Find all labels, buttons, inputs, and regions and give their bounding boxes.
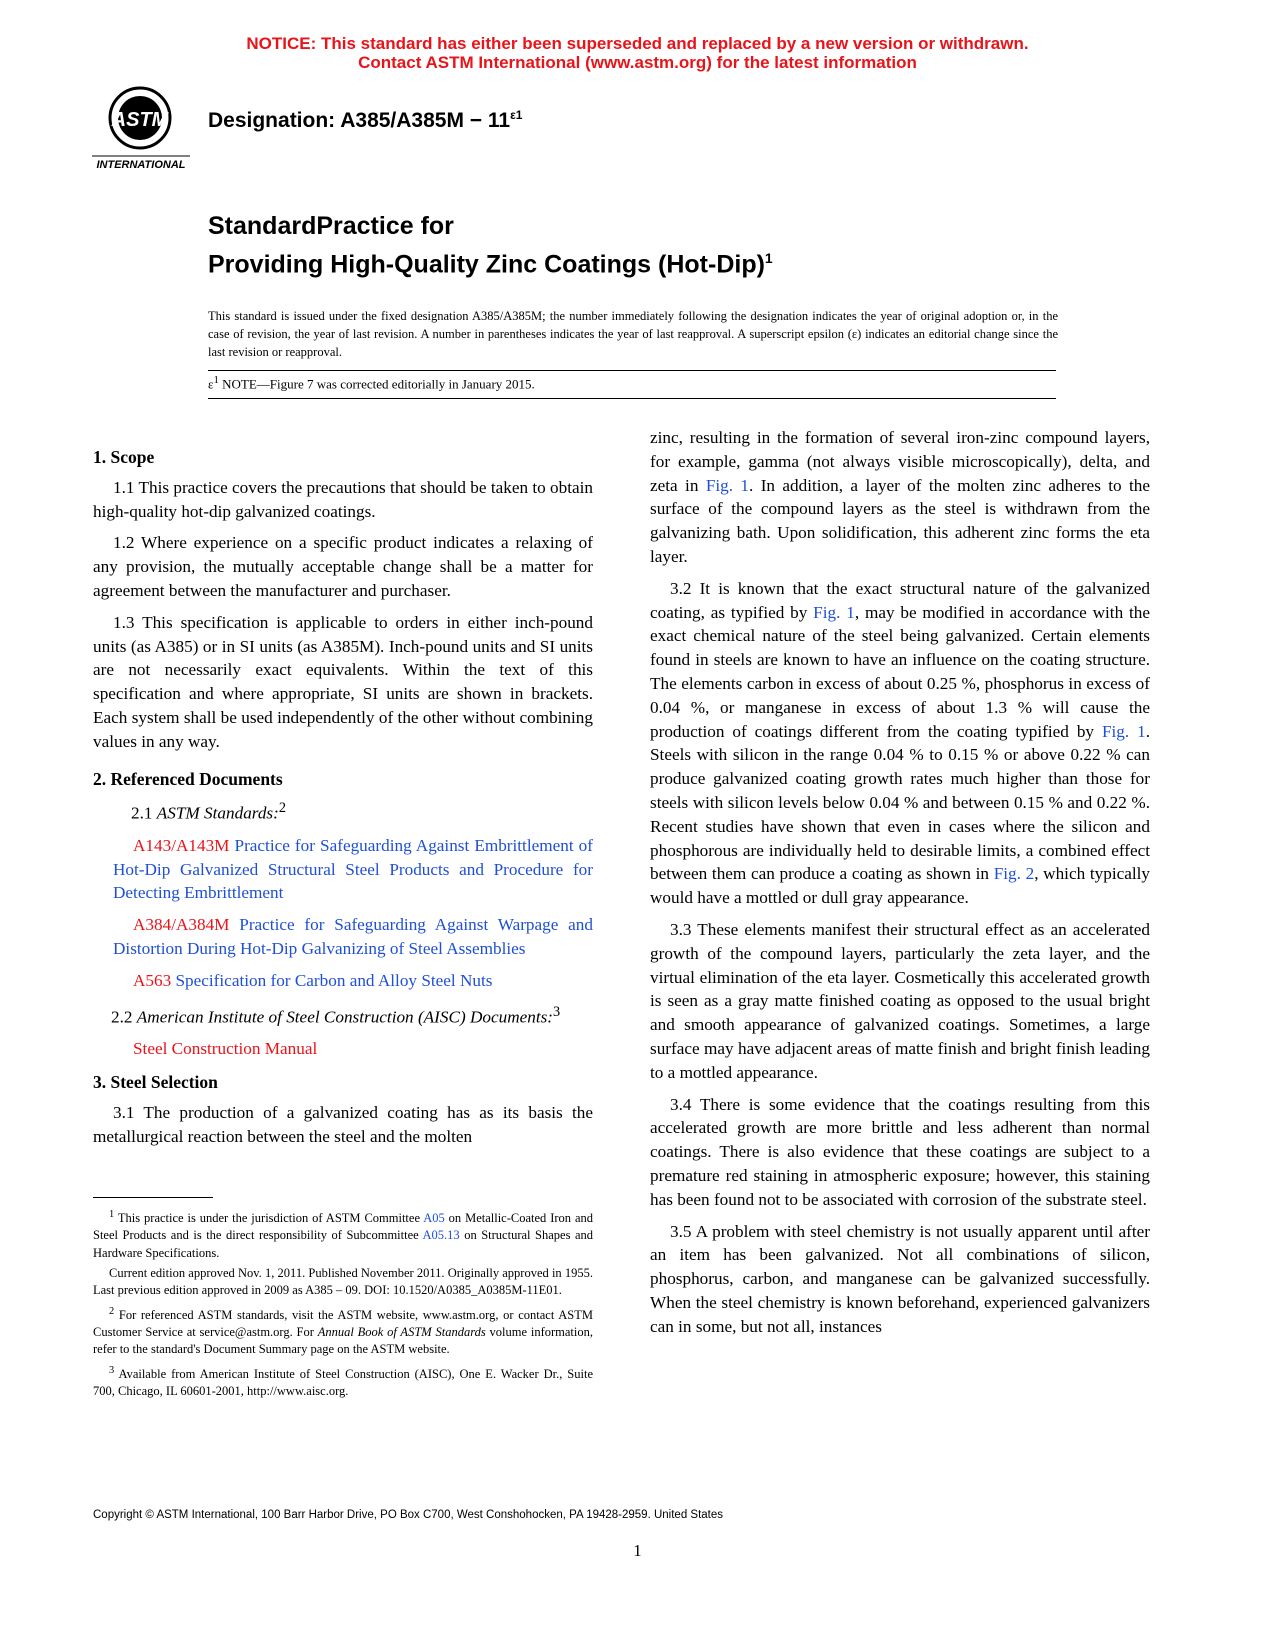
logo-international-text: INTERNATIONAL — [96, 159, 186, 171]
subcommittee-a05-13-link[interactable]: A05.13 — [422, 1228, 460, 1243]
notice-line-2: Contact ASTM International (www.astm.org) for the latest information — [358, 53, 917, 72]
paragraph-1-1: 1.1 This practice covers the precautions that should be taken to obtain high-quality hot-dip galvanized coatings. — [93, 477, 593, 521]
copyright-line: Copyright © ASTM International, 100 Barr Harbor Drive, PO Box C700, West Conshohocken, PA 19428-2959. United States — [93, 1509, 724, 1521]
footnotes — [93, 1206, 593, 1403]
fig-2-link[interactable]: Fig. 2 — [993, 864, 1035, 884]
logo-letters: ASTM — [111, 109, 169, 131]
footnote-1: $^1$ This practice is under the jurisdiction of ASTM Committee A05 on Metallic-Coated Iron and Steel Products and is the direct responsibility of Subcommittee A05.13 on Structural Shapes and Hardware Specifications. — [93, 1209, 593, 1260]
title-footnote-ref: 1 — [764, 250, 773, 266]
designation-label: Designation: A385/A385M − 11 — [208, 109, 511, 132]
paragraph-1-2: 1.2 Where experience on a specific product indicates a relaxing of any provision, the mutually acceptable change shall be a matter for agreement between the manufacturer and purchaser. — [93, 533, 593, 600]
fig-1-link[interactable]: Fig. 1 — [1101, 721, 1146, 741]
footnote-divider — [93, 1197, 213, 1198]
title-line-1: StandardPractice for — [208, 212, 454, 240]
divider — [208, 398, 1056, 399]
paragraph-3-1-continued: zinc, resulting in the formation of several iron-zinc compound layers, for example, gamma (not always visible microscopically), delta, and zeta in Fig. 1. In addition, a layer of the molten zinc adheres to the surface of the compound layers as the steel is withdrawn from the galvanizing bath. Upon solidification, this adherent zinc forms the eta layer. — [650, 428, 1151, 566]
astm-logo — [92, 84, 192, 174]
left-column — [93, 446, 593, 1156]
fig-1-link[interactable]: Fig. 1 — [813, 602, 855, 622]
paragraph-1-3: 1.3 This specification is applicable to orders in either inch-pound units (as A385) or in SI units (as A385M). Inch-pound units and SI units are not necessarily exact equivalents. Within the text of this specification and where appropriate, SI units are shown in brackets. Each system shall be used independently of the other without combining values in any way. — [93, 612, 593, 751]
paragraph-3-4: 3.4 There is some evidence that the coatings resulting from this accelerated growth are more brittle and less adherent than normal coatings. There is also evidence that these coatings are subject to a premature red staining in atmospheric exposure; however, this staining has been found not to be associated with corrosion of the substrate steel. — [650, 1094, 1150, 1209]
section-heading-scope: 1. Scope — [93, 447, 155, 467]
fig-1-link[interactable]: Fig. 1 — [705, 475, 750, 495]
footnote-2: $^2$ For referenced ASTM standards, visit the ASTM website, www.astm.org, or contact ASTM Customer Service at service@astm.org. For Annual Book of ASTM Standards volume information, refer to the standard's Document Summary page on the ASTM website. — [93, 1305, 593, 1357]
paragraph-3-1: 3.1 The production of a galvanized coating has as its basis the metallurgical reaction between the steel and the molten — [93, 1102, 593, 1146]
ref-a143[interactable]: A143/A143M Practice for Safeguarding Against Embrittlement of Hot-Dip Galvanized Structural Steel Products and Procedure for Detecting Embrittlement — [113, 835, 593, 903]
right-column — [650, 428, 1151, 1346]
ref-a384[interactable]: A384/A384M Practice for Safeguarding Against Warpage and Distortion During Hot-Dip Galvanizing of Steel Assemblies — [113, 915, 593, 959]
ref-aisc-manual[interactable]: Steel Construction Manual — [133, 1039, 318, 1059]
document-title — [208, 210, 773, 280]
footnote-1-edition: Current edition approved Nov. 1, 2011. Published November 2011. Originally approved in 1955. Last previous edition approved in 2009 as A385 – 09. DOI: 10.1520/A0385_A0385M-11E01. — [93, 1266, 593, 1298]
issuance-statement: This standard is issued under the fixed designation A385/A385M; the number immediately following the designation indicates the year of original adoption or, in the case of revision, the year of last revision. A number in parentheses indicates the year of last reapproval. A superscript epsilon (ε) indicates an editorial change since the last revision or reapproval. — [208, 309, 1058, 359]
page-number: 1 — [633, 1541, 642, 1560]
section-heading-steel-selection: 3. Steel Selection — [93, 1072, 218, 1092]
paragraph-3-5: 3.5 A problem with steel chemistry is not usually apparent until after an item has been galvanized. Not all combinations of silicon, phosphorus, carbon, and manganese can be galvanized successfully. When the steel chemistry is known beforehand, experienced galvanizers can in some, but not all, instances — [650, 1221, 1150, 1336]
title-line-2: Providing High-Quality Zinc Coatings (Hot-Dip) — [208, 250, 765, 279]
designation-epsilon: ε1 — [510, 108, 523, 122]
ref-a563[interactable]: A563 Specification for Carbon and Alloy Steel Nuts — [133, 970, 493, 990]
designation — [208, 108, 522, 133]
divider — [208, 370, 1056, 371]
paragraph-3-2: 3.2 It is known that the exact structural nature of the galvanized coating, as typified by Fig. 1, may be modified in accordance with the exact chemical nature of the steel being galvanized. Certain elements found in steels are known to have an influence on the coating structure. The elements carbon in excess of about 0.25 %, phosphorus in excess of 0.04 %, or manganese in excess of about 1.3 % will cause the production of coatings different from the coating typified by Fig. 1. Steels with silicon in the range 0.04 % to 0.15 % or above 0.22 % can produce galvanized coating growth rates much higher than those for steels with silicon levels below 0.04 % and between 0.15 % and 0.22 %. Recent studies have shown that even in cases where the silicon and phosphorous are individually held to desirable limits, a combined effect between them can produce a coating as shown in Fig. 2, which typically would have a mottled or dull gray appearance. — [650, 578, 1150, 908]
paragraph-3-3: 3.3 These elements manifest their structural effect as an accelerated growth of the compound layers, particularly the zeta layer, and the virtual elimination of the eta layer. Cosmetically this accelerated growth is seen as a gray matte finished coating as opposed to the usual bright and smooth appearance of galvanized coatings. Sometimes, a large surface may have adjacent areas of matte finish and bright finish leading to a mottled appearance. — [650, 919, 1150, 1082]
paragraph-2-2: 2.2 American Institute of Steel Construction (AISC) Documents:$^3$ — [111, 1003, 561, 1027]
editorial-note: $\varepsilon^1$ NOTE—Figure 7 was corrected editorially in January 2015. — [208, 374, 535, 392]
section-heading-referenced-documents: 2. Referenced Documents — [93, 768, 283, 789]
notice-line-1: NOTICE: This standard has either been superseded and replaced by a new version or withdrawn. — [246, 34, 1029, 53]
paragraph-2-1: 2.1 ASTM Standards:$^2$ — [131, 800, 287, 824]
notice-banner — [0, 34, 1275, 72]
footnote-3: $^3$ Available from American Institute of Steel Construction (AISC), One E. Wacker Dr., Suite 700, Chicago, IL 60601-2001, http://www.aisc.org. — [93, 1364, 593, 1399]
committee-a05-link[interactable]: A05 — [423, 1211, 445, 1226]
